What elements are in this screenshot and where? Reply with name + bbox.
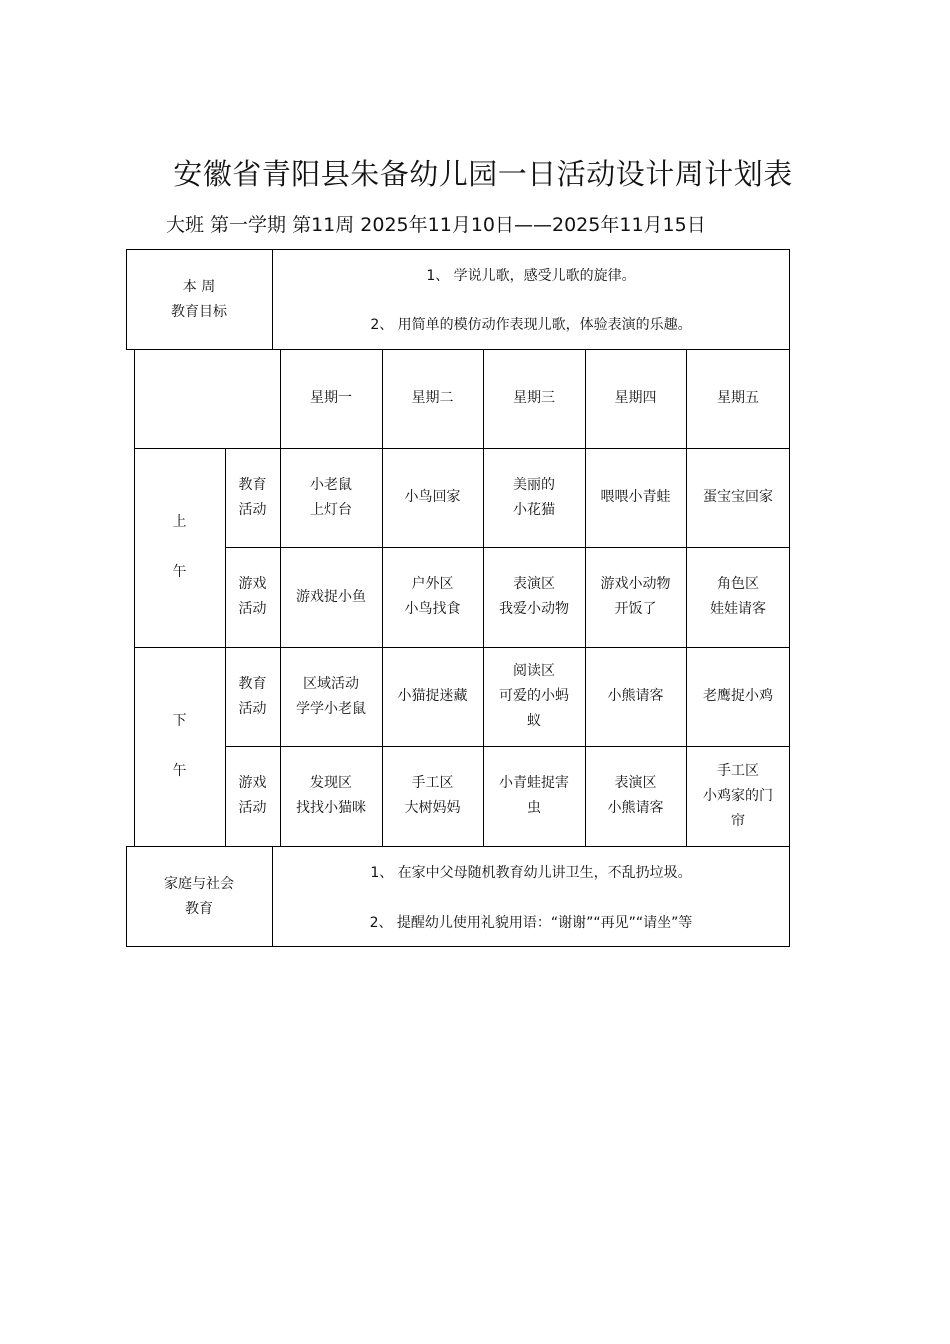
activity-cell: 手工区 大树妈妈 [404,775,461,816]
page-subtitle: 大班 第一学期 第11周 2025年11月10日——2025年11月15日 [166,214,706,236]
activity-cell: 阅读区 可爱的小蚂 蚁 [499,663,569,729]
activity-cell: 角色区 娃娃请客 [710,576,766,617]
day-header: 星期五 [717,390,759,406]
activity-cell: 户外区 小鸟找食 [404,576,461,617]
day-header: 星期一 [310,390,352,406]
activity-cell: 小熊请客 [607,688,664,704]
day-header: 星期三 [513,390,555,406]
activity-cell: 小猫捉迷藏 [397,688,468,704]
activity-cell: 美丽的 小花猫 [513,476,555,518]
activity-type-label: 游戏 活动 [238,576,267,617]
activity-cell: 喂喂小青蛙 [600,489,671,505]
goal-item-1: 1、 学说儿歌，感受儿歌的旋律。 [426,268,636,284]
goal-item-2: 2、 用简单的模仿动作表现儿歌，体验表演的乐趣。 [370,317,692,333]
activity-cell: 蛋宝宝回家 [703,489,773,505]
activity-cell: 老鹰捉小鸡 [703,688,773,704]
activity-type-label: 游戏 活动 [238,775,267,816]
family-item-1: 1、 在家中父母随机教育幼儿讲卫生，不乱扔垃圾。 [370,865,692,881]
activity-cell: 发现区 找找小猫咪 [296,775,366,816]
family-item-2: 2、 提醒幼儿使用礼貌用语：“谢谢”“再见”“请坐”等 [369,915,693,931]
day-header: 星期四 [614,390,657,406]
goals-label [126,249,272,350]
period-label-afternoon: 下 午 [172,713,187,779]
activity-cell: 小鸟回家 [404,489,461,505]
activity-type-label: 教育 活动 [238,675,267,717]
family-label-text: 家庭与社会 教育 [164,875,234,917]
activity-cell: 小老鼠 上灯台 [310,476,352,518]
family-label [126,846,272,947]
activity-cell: 区域活动 学学小老鼠 [296,675,366,717]
day-header: 星期二 [411,390,454,406]
activity-type-label: 教育 活动 [238,476,267,518]
page-title: 安徽省青阳县朱备幼儿园一日活动设计周计划表 [173,157,793,191]
period-label-morning: 上 午 [172,514,187,580]
activity-cell: 游戏小动物 开饭了 [600,576,671,617]
goals-label-text: 本 周 教育目标 [171,278,227,320]
activity-cell: 表演区 我爱小动物 [499,576,569,617]
activity-cell: 游戏捉小鱼 [296,588,366,605]
activity-cell: 表演区 小熊请客 [607,775,664,816]
activity-cell: 小青蛙捉害 虫 [499,775,569,816]
activity-cell: 手工区 小鸡家的门 帘 [703,762,773,829]
